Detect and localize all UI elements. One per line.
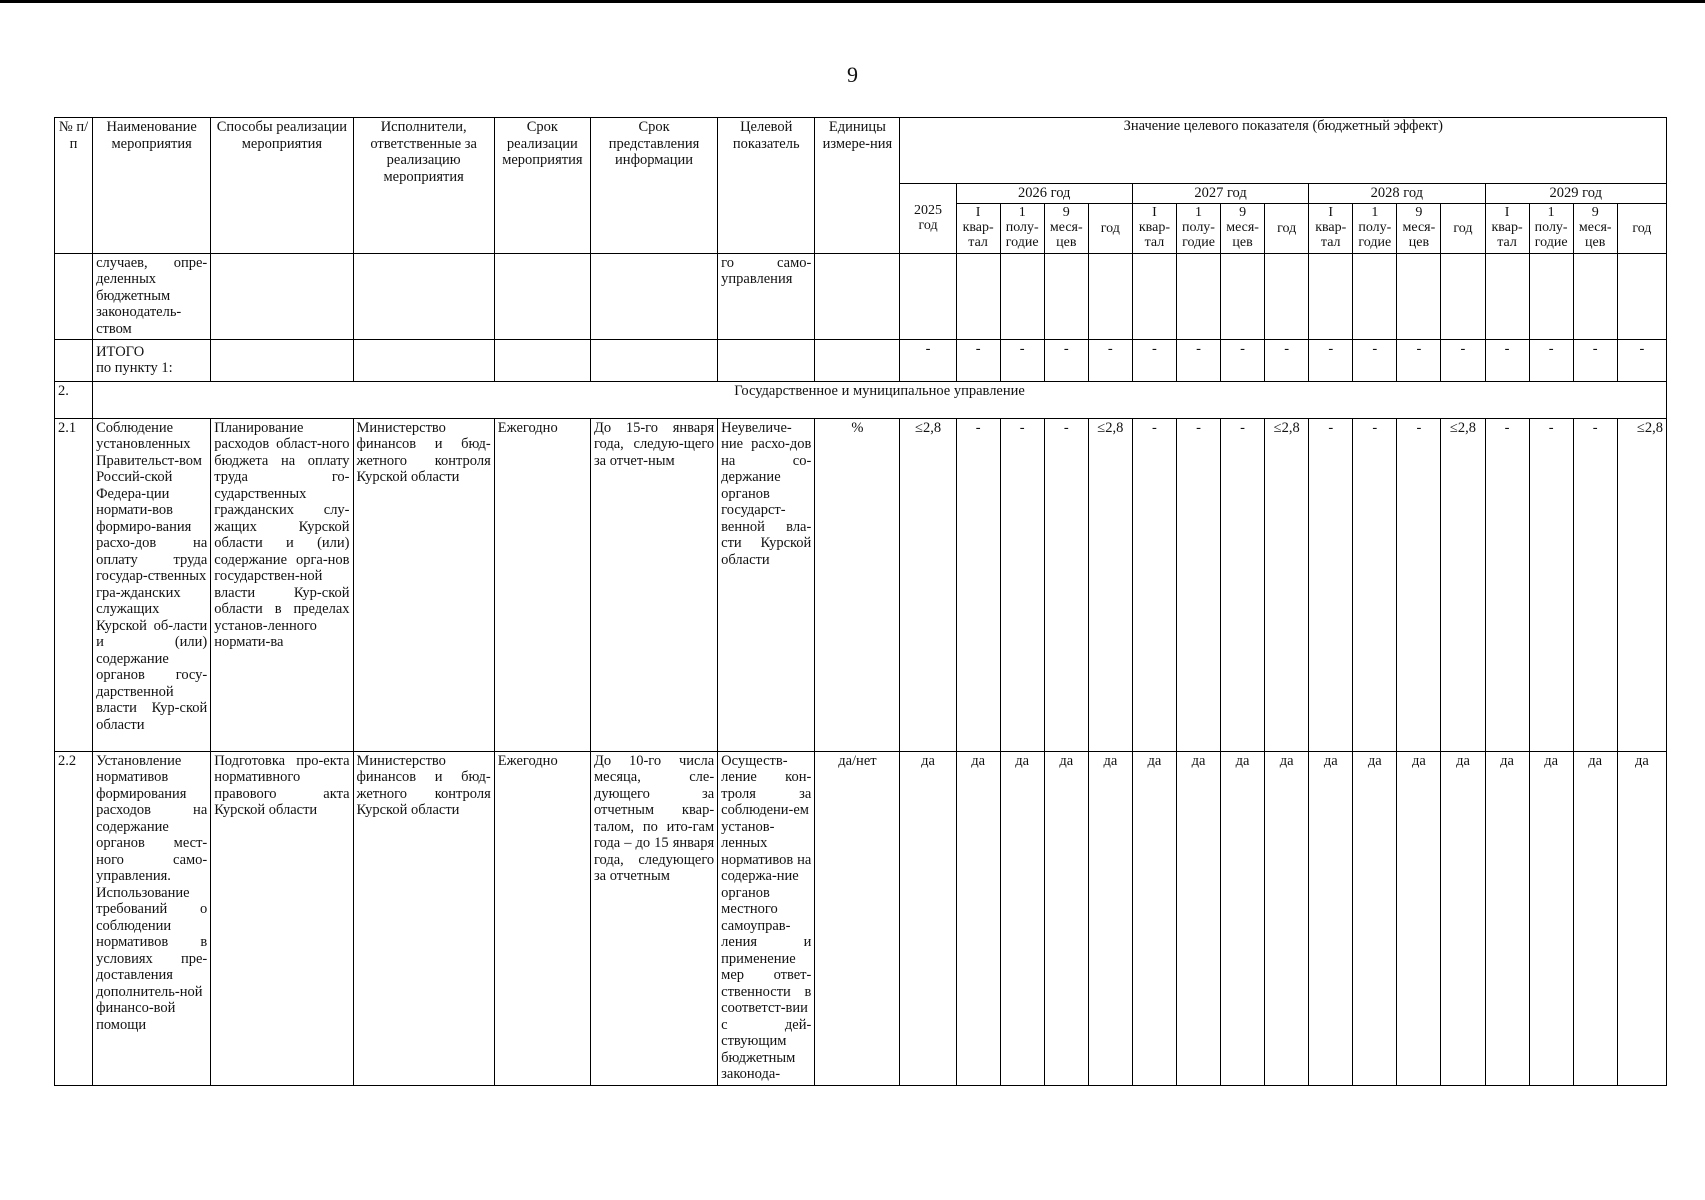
row-value: -: [1132, 418, 1176, 751]
row-value: да: [1000, 751, 1044, 1085]
row-value: ≤2,8: [1441, 418, 1485, 751]
row-methods: Подготовка про-екта нормативного правового акта Курской области: [211, 751, 353, 1085]
row-value: да: [956, 751, 1000, 1085]
header-name: Наименование мероприятия: [93, 118, 211, 254]
row-target: Осуществ-ление кон-троля за соблюдени-ем установ-ленных нормативов на содержа-ние органов местного самоуправ-ления и применение мер ответ-ственности в соответст-вии с дей-ствующим бюджетным законода-: [718, 751, 815, 1085]
row-value: -: [1221, 418, 1265, 751]
row-value: да: [1441, 751, 1485, 1085]
header-units: Единицы измере-ния: [815, 118, 900, 254]
row-value: -: [1176, 418, 1220, 751]
row-value: да: [1132, 751, 1176, 1085]
row-value: да: [1088, 751, 1132, 1085]
row-value: -: [1573, 418, 1617, 751]
row-term: Ежегодно: [494, 418, 590, 751]
row-term: Ежегодно: [494, 751, 590, 1085]
row-value: да: [1617, 751, 1666, 1085]
sub-q1: I квар-тал: [1309, 203, 1353, 253]
row-report-term: До 10-го числа месяца, сле-дующего за отчетным квар-талом, по ито-гам года – до 15 января года, следующего за отчетным: [590, 751, 717, 1085]
sub-q1: I квар-тал: [1485, 203, 1529, 253]
itogo-value: -: [1221, 339, 1265, 381]
header-year-2027: 2027 год: [1132, 184, 1308, 204]
header-year-2028: 2028 год: [1309, 184, 1485, 204]
header-executors: Исполнители, ответственные за реализацию мероприятия: [353, 118, 494, 254]
itogo-value: -: [1176, 339, 1220, 381]
row-value: да: [1353, 751, 1397, 1085]
row-value: -: [1397, 418, 1441, 751]
itogo-value: -: [1573, 339, 1617, 381]
row-value: да: [1529, 751, 1573, 1085]
sub-9m: 9 меся-цев: [1397, 203, 1441, 253]
section-number: 2.: [55, 381, 93, 418]
row-value: -: [1044, 418, 1088, 751]
itogo-value: -: [1088, 339, 1132, 381]
header-target: Целевой показатель: [718, 118, 815, 254]
itogo-value: -: [1397, 339, 1441, 381]
header-year-2029: 2029 год: [1485, 184, 1666, 204]
row-value: -: [1309, 418, 1353, 751]
row-value: да: [1573, 751, 1617, 1085]
cont-row-name: случаев, опре-деленных бюджетным законодатель-ством: [93, 253, 211, 339]
itogo-value: -: [1353, 339, 1397, 381]
sub-year: год: [1617, 203, 1666, 253]
row-value: -: [1485, 418, 1529, 751]
itogo-value: -: [1265, 339, 1309, 381]
row-value: -: [1353, 418, 1397, 751]
header-no: № п/п: [55, 118, 93, 254]
header-term: Срок реализации мероприятия: [494, 118, 590, 254]
section-row: [55, 381, 1667, 418]
row-value: да: [1221, 751, 1265, 1085]
itogo-value: -: [1441, 339, 1485, 381]
section-title: Государственное и муниципальное управление: [93, 381, 1667, 418]
sub-h1: 1 полу-годие: [1529, 203, 1573, 253]
row-methods: Планирование расходов област-ного бюджета на оплату труда го-сударственных гражданских слу-жащих Курской области и (или) содержание орга-нов государствен-ной власти Кур-ской области в пределах установ-ленного нормати-ва: [211, 418, 353, 751]
row-value: да: [1044, 751, 1088, 1085]
cont-row-target: го само-управления: [718, 253, 815, 339]
sub-9m: 9 меся-цев: [1044, 203, 1088, 253]
sub-year: год: [1441, 203, 1485, 253]
sub-year: год: [1088, 203, 1132, 253]
sub-9m: 9 меся-цев: [1221, 203, 1265, 253]
row-value: да: [1309, 751, 1353, 1085]
sub-h1: 1 полу-годие: [1000, 203, 1044, 253]
row-value: да: [1265, 751, 1309, 1085]
sub-q1: I квар-тал: [1132, 203, 1176, 253]
table-row: [55, 418, 1667, 751]
header-value-group: Значение целевого показателя (бюджетный эффект): [900, 118, 1667, 184]
row-number: 2.2: [55, 751, 93, 1085]
row-value: -: [1000, 418, 1044, 751]
header-year-2025: 2025 год: [900, 184, 956, 254]
sub-9m: 9 меся-цев: [1573, 203, 1617, 253]
itogo-value: -: [1044, 339, 1088, 381]
measures-table: [54, 117, 1667, 1086]
row-value: -: [1529, 418, 1573, 751]
itogo-label-line2: по пункту 1:: [96, 360, 173, 376]
row-value: ≤2,8: [1088, 418, 1132, 751]
row-value: ≤2,8: [1617, 418, 1666, 751]
sub-q1: I квар-тал: [956, 203, 1000, 253]
header-year-2026: 2026 год: [956, 184, 1132, 204]
itogo-value: -: [1529, 339, 1573, 381]
header-methods: Способы реализации мероприятия: [211, 118, 353, 254]
row-value: да: [1397, 751, 1441, 1085]
row-executors: Министерство финансов и бюд-жетного контроля Курской области: [353, 418, 494, 751]
itogo-row: [55, 339, 1667, 381]
row-value: да: [900, 751, 956, 1085]
sub-h1: 1 полу-годие: [1176, 203, 1220, 253]
row-executors: Министерство финансов и бюд-жетного контроля Курской области: [353, 751, 494, 1085]
row-value: -: [956, 418, 1000, 751]
itogo-value: -: [900, 339, 956, 381]
itogo-value: -: [956, 339, 1000, 381]
sub-year: год: [1265, 203, 1309, 253]
itogo-value: -: [1309, 339, 1353, 381]
row-units: %: [815, 418, 900, 751]
row-value: да: [1176, 751, 1220, 1085]
top-border-line: [0, 0, 1705, 3]
row-target: Неувеличе-ние расхо-дов на со-держание органов государст-венной вла-сти Курской области: [718, 418, 815, 751]
header-report-term: Срок представления информации: [590, 118, 717, 254]
table-row: [55, 253, 1667, 339]
itogo-label-line1: ИТОГО: [96, 343, 145, 360]
page-number: 9: [847, 62, 858, 87]
itogo-value: -: [1132, 339, 1176, 381]
table-row: [55, 751, 1667, 1085]
row-name: Установление нормативов формирования расходов на содержание органов мест-ного само-управления. Использование требований о соблюдении нормативов в условиях пре-доставления дополнитель-ной финансо-вой помощи: [93, 751, 211, 1085]
sub-h1: 1 полу-годие: [1353, 203, 1397, 253]
row-units: да/нет: [815, 751, 900, 1085]
row-value: ≤2,8: [1265, 418, 1309, 751]
row-value: да: [1485, 751, 1529, 1085]
itogo-value: -: [1000, 339, 1044, 381]
row-number: 2.1: [55, 418, 93, 751]
row-name: Соблюдение установленных Правительст-вом Россий-ской Федера-ции нормати-вов формиро-вания расхо-дов на оплату труда государ-ственных гра-жданских служащих Курской об-ласти и (или) содержание органов госу-дарственной власти Кур-ской области: [93, 418, 211, 751]
itogo-label: [93, 339, 211, 381]
itogo-value: -: [1617, 339, 1666, 381]
row-value: ≤2,8: [900, 418, 956, 751]
row-report-term: До 15-го января года, следую-щего за отчет-ным: [590, 418, 717, 751]
itogo-value: -: [1485, 339, 1529, 381]
